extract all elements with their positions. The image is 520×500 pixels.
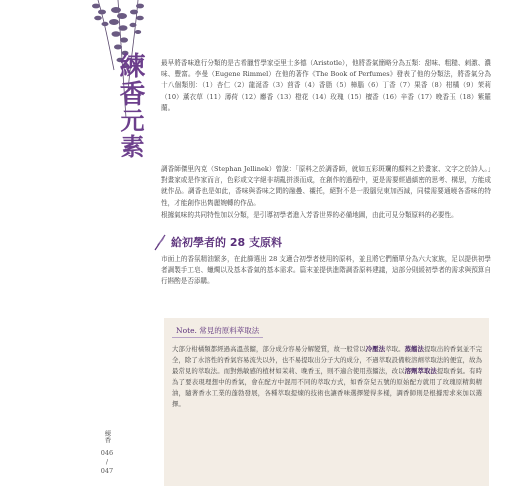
note-seg: 提取出的香氣並不完全，除了水溶性的香氣容易流失以外，也不易提取出分子大的成分，不過萃取設備較溶劑萃取法的便宜，故為最常見的萃取法。而對熱敏感的植材如茉莉、晚香玉，則不適合使用蒸餾法，改以 — [172, 345, 483, 375]
note-text — [172, 344, 482, 410]
chapter-title-sub: 元素 — [116, 108, 145, 160]
section-heading — [152, 232, 282, 252]
note-box — [164, 318, 489, 486]
chapter-title — [116, 52, 144, 160]
page-number-right: 047 — [100, 467, 114, 475]
note-term-distillation: 蒸餾法 — [404, 345, 424, 353]
note-term-solvent: 溶劑萃取法 — [404, 367, 437, 375]
chapter-title-main: 練香 — [115, 52, 145, 108]
paragraph-4: 市面上的香氛精油繁多，在此篩選出 28 支適合初學者使用的原料，並且將它們簡單分為六大家族，足以提供初學者調製手工皂、蠟燭以及基本香氣的基本需求。篇末並提供進階調香原料建議，這部分則緩初學者的需求與預算自行斟酌是否添購。 — [161, 255, 491, 286]
paragraph-1: 最早將香味進行分類的是古希臘哲學家亞里士多德（Aristotle），他將香氣簡略分為五類：甜味、粗糙、刺激、濃味、豐富。李曼（Eugene Rimmel）在他的著作《The Book of Perfumes》發表了他的分類法，將香氣分為十八個類別：（1）杏仁（2）龍涎香（3）茴香（4）香脂（5）樟腦（6）丁香（7）果香（8）柑橘（9）茉莉（10）薰衣草（11）薄荷（12）麝香（13）橙花（14）玫瑰（15）檀香（16）辛香（17）晚香玉（18）紫羅蘭。 — [161, 59, 491, 112]
note-term-cold-press: 冷壓法 — [365, 345, 386, 353]
folio-label: 練香 — [103, 430, 112, 443]
paragraph-3: 根據氣味的共同特性加以分類，是引導初學者進入芳香世界的必備地圖，由此可見分類原料的必要性。 — [161, 211, 458, 219]
note-seg: 大部分柑橘類都經過高溫蒸餾，部分成分容易分解變質，故一般常以 — [172, 345, 366, 353]
page-number-left: 046 — [100, 449, 114, 457]
page-slash: / — [105, 458, 109, 466]
section-title: 給初學者的 28 支原料 — [171, 236, 282, 249]
paragraph-2: 調香師傑里內克（Stephan Jellinek）曾說：「原料之於調香師，就如五彩斑斕的顏料之於畫家、文字之於詩人。」對畫家或是作家而言，色彩或文字絕非胡亂拼湊而成，在創作的過程中，更是需要經過縝密的思考、構思，方能成就作品。調香也是如此，香味與香味之間的融疊、襯托，絕對不是一股腦兒東加西減，同樣需要通曉各香味的特性，才能創作出雋麗婉轉的作品。 — [161, 165, 491, 207]
quill-pen-icon — [152, 233, 168, 251]
page-folio — [100, 430, 114, 476]
note-seg: 萃取。 — [385, 345, 405, 353]
note-label: Note. 常見的原料萃取法 — [172, 324, 263, 338]
note-seg: 提取香氣。有時為了要表現理想中的香氣，會在配方中混用不同的萃取方式，如香奈兒五號的原始配方就用了玫瑰原精與精油，隨著香水工業的蓬勃發展，各種萃取提煉的技術也讓香味選擇變得多樣，調香師則是根據需求來加以選擇。 — [172, 367, 483, 408]
